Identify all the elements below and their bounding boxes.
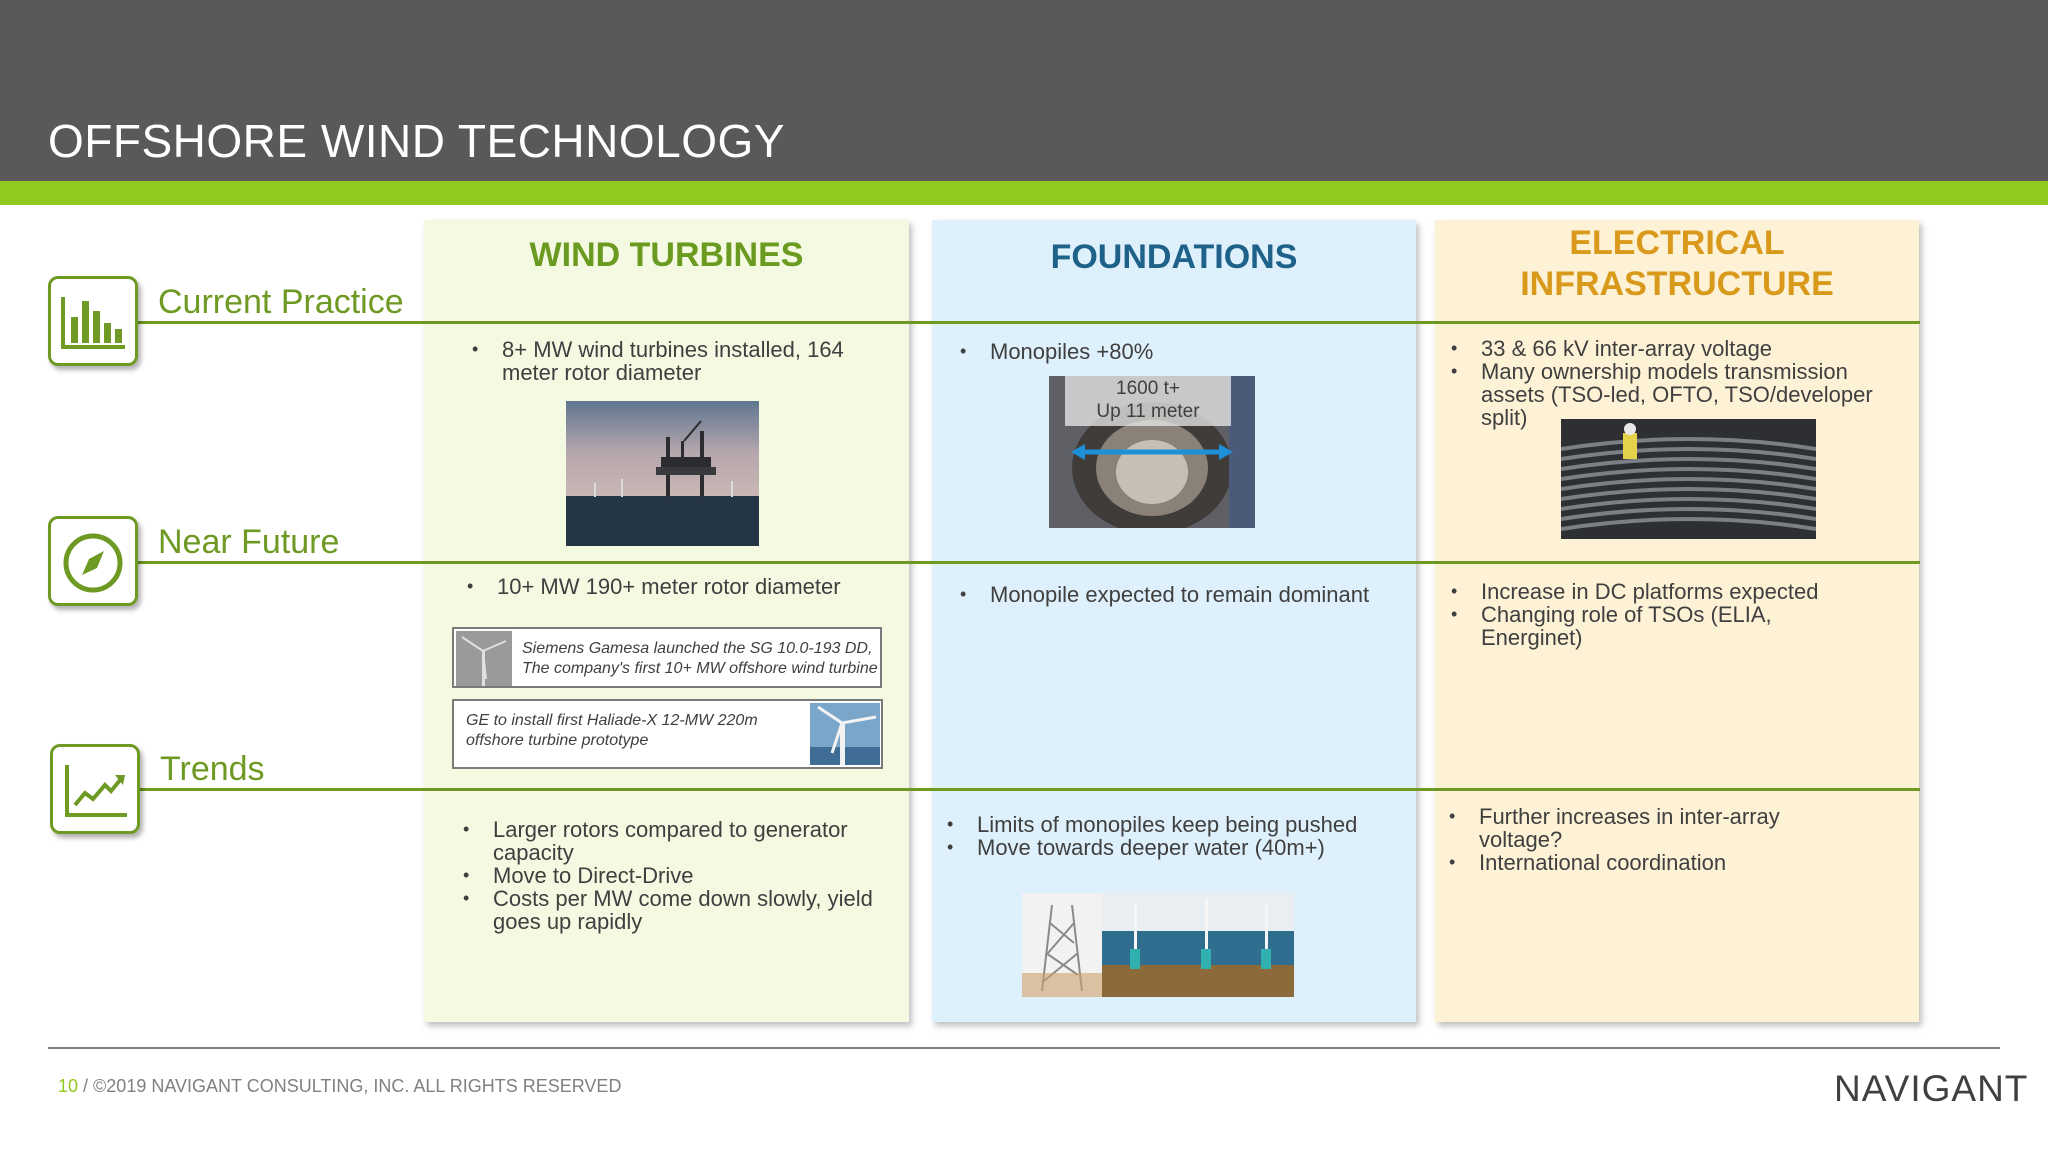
near-future-divider [138, 561, 1920, 564]
current-electrical-bullets [1451, 337, 1891, 429]
monopile-caption [1065, 377, 1231, 423]
news-card-ge-haliade[interactable] [452, 699, 883, 769]
near-foundations-bullets [960, 583, 1380, 606]
trends-turbines-bullets [463, 818, 883, 933]
footer-divider [48, 1047, 2000, 1049]
page-number: 10 [58, 1076, 79, 1096]
foundations-heading: FOUNDATIONS [1050, 238, 1298, 276]
compass-icon [48, 516, 138, 606]
list-item: • Limits of monopiles keep being pushed [947, 813, 1367, 836]
list-item: • Monopile expected to remain dominant [960, 583, 1380, 606]
list-item: • 33 & 66 kV inter-array voltage [1451, 337, 1891, 360]
list-item: • International coordination [1449, 851, 1869, 874]
list-item: • Further increases in inter-array voltage? [1449, 805, 1869, 851]
monopile-diameter: Up 11 meter [1096, 401, 1200, 422]
offshore-jackup-vessel-photo [566, 401, 759, 546]
trends-divider [138, 788, 1920, 791]
list-item: • 8+ MW wind turbines installed, 164 meter rotor diameter [472, 338, 892, 384]
bar-chart-icon [48, 276, 138, 366]
list-item: • Costs per MW come down slowly, yield goes up rapidly [463, 887, 883, 933]
electrical-infrastructure-heading [1435, 223, 1919, 305]
list-item: • Changing role of TSOs (ELIA, Energinet) [1451, 603, 1871, 649]
trends-electrical-bullets [1449, 805, 1869, 874]
slide-title: OFFSHORE WIND TECHNOLOGY [48, 115, 785, 167]
footer-copyright [58, 1076, 621, 1097]
accent-band [0, 181, 2048, 205]
trend-line-icon [50, 744, 140, 834]
haliade-turbine-thumbnail [810, 703, 880, 765]
copyright-text: / ©2019 NAVIGANT CONSULTING, INC. ALL RIGHTS RESERVED [78, 1076, 622, 1096]
monopile-photo [1049, 376, 1255, 528]
wind-turbines-heading: WIND TURBINES [529, 236, 804, 274]
list-item: • Many ownership models transmission assets (TSO-led, OFTO, TSO/developer split) [1451, 360, 1891, 429]
list-item: • Larger rotors compared to generator capacity [463, 818, 883, 864]
near-future-label: Near Future [158, 523, 340, 561]
current-practice-divider [138, 321, 1920, 324]
current-practice-label: Current Practice [158, 283, 404, 321]
current-foundations-bullets [960, 340, 1390, 363]
news-card-text: Siemens Gamesa launched the SG 10.0-193 DD, The company's first 10+ MW offshore wind turbine [522, 640, 878, 677]
news-card-text: GE to install first Haliade-X 12-MW 220m offshore turbine prototype [466, 712, 758, 749]
list-item: • 10+ MW 190+ meter rotor diameter [467, 575, 887, 598]
electrical-heading-line2: INFRASTRUCTURE [1520, 265, 1834, 303]
slide-header [0, 0, 2048, 181]
monopile-weight: 1600 t+ [1116, 378, 1180, 399]
near-turbines-bullets [467, 575, 887, 598]
list-item: • Move towards deeper water (40m+) [947, 836, 1367, 859]
foundation-types-diagram [1022, 893, 1294, 997]
news-card-siemens-gamesa[interactable] [452, 627, 882, 688]
cable-coils-photo [1561, 419, 1816, 539]
list-item: • Move to Direct-Drive [463, 864, 883, 887]
current-turbines-bullets [472, 338, 892, 384]
trends-label: Trends [160, 750, 265, 788]
navigant-logo: NAVIGANT [1834, 1068, 2029, 1109]
list-item: • Monopiles +80% [960, 340, 1390, 363]
near-electrical-bullets [1451, 580, 1871, 649]
wind-turbine-thumbnail [456, 631, 512, 686]
electrical-heading-line1: ELECTRICAL [1569, 224, 1785, 262]
trends-foundations-bullets [947, 813, 1367, 859]
list-item: • Increase in DC platforms expected [1451, 580, 1871, 603]
